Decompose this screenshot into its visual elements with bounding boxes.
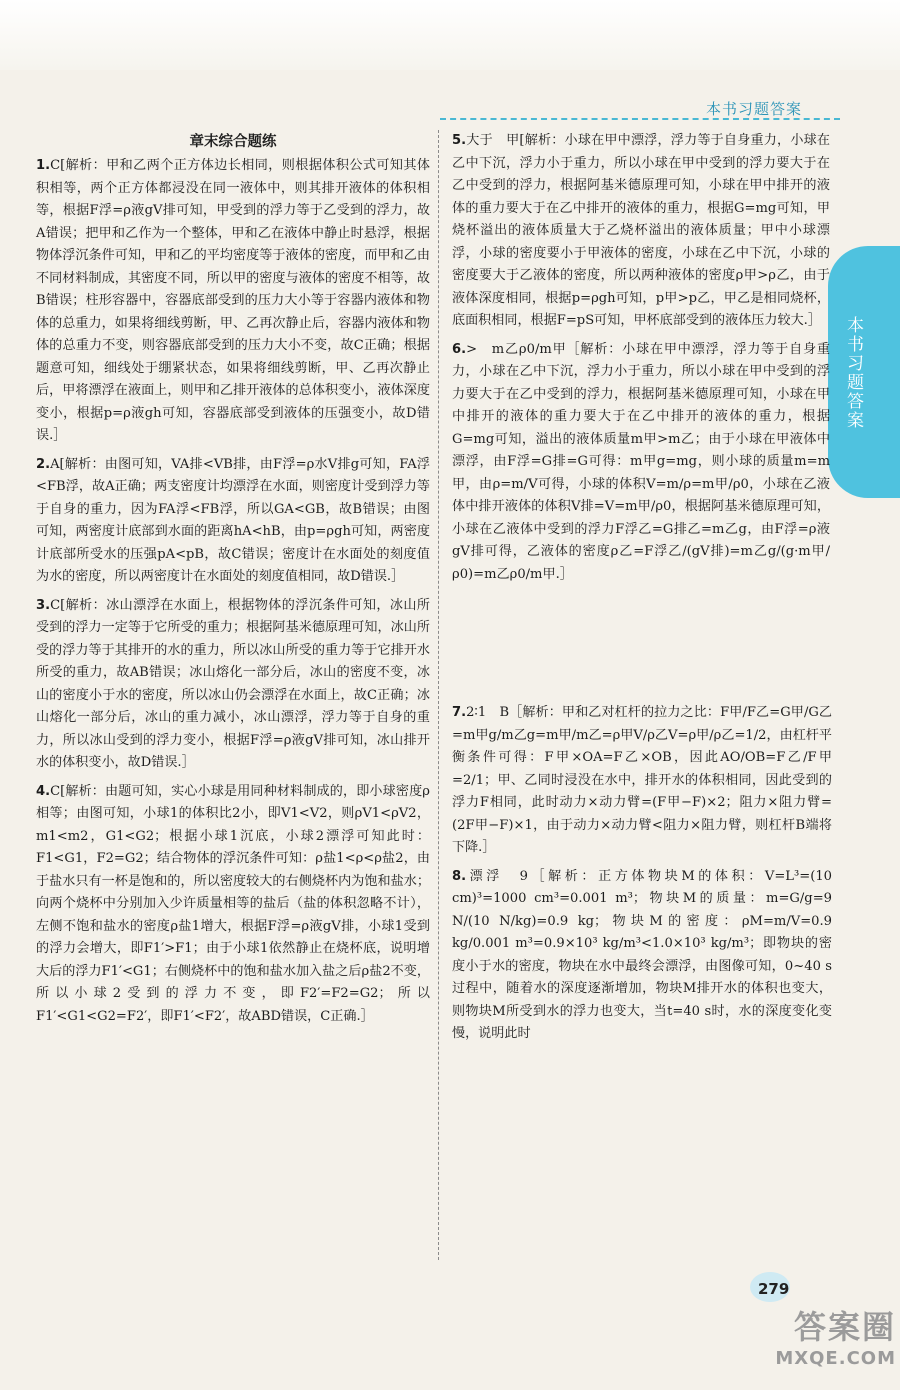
answer-item-3 [36,595,430,775]
header-divider [440,118,840,120]
answer-number: 1. [36,158,51,173]
header-title: 本书习题答案 [706,100,803,118]
answer-item-1 [36,155,430,448]
answer-item-2 [36,454,430,589]
answer-item-5 [452,130,830,333]
watermark [716,1302,896,1386]
answer-number: 7. [452,705,467,720]
right-column-lower [452,702,832,1046]
right-column-upper [452,130,830,586]
answer-number: 2. [36,456,51,472]
answer-item-6 [452,339,830,587]
answer-text: C[解析：冰山漂浮在水面上，根据物体的浮沉条件可知，冰山所受到的浮力一定等于它所受的重力；根据阿基米德原理可知，冰山所受的浮力等于其排开的水的重力，所以冰山所受的重力等于它排开水所受的重力，故AB错误；冰山熔化一部分后，冰山的密度不变，冰山的密度小于水的密度，所以冰山仍会漂浮在水面上，故C正确；冰山熔化一部分后，冰山的重力减小，冰山漂浮，浮力等于自身的重力，所以冰山受到的浮力变小，根据F浮=ρ液gV排可知，冰山排开水的体积变小，故D错误.］ [36,597,430,770]
answer-item-7 [452,702,832,860]
header-band [0,0,900,70]
answer-text: 大于 甲[解析：小球在甲中漂浮，浮力等于自身重力，小球在乙中下沉，浮力小于重力，所以小球在甲中受到的浮力要大于在乙中受到的浮力，根据阿基米德原理可知，小球在甲中排开的液体的重力要大于在乙中排开的液体的重力，根据G=mg可知，甲烧杯溢出的液体质量大于乙烧杯溢出的液体质量；甲中小球漂浮，小球的密度要小于甲液体的密度，小球在乙中下沉，小球的密度要大于乙液体的密度，所以两种液体的密度ρ甲>ρ乙，由于液体深度相同，根据p=ρgh可知，p甲>p乙，甲乙是相同烧杯，底面积相同，根据F=pS可知，甲杯底部受到的液体压力较大.］ [452,133,830,328]
side-tab-label: 本书习题答案 [843,316,863,430]
answer-text: A[解析：由图可知，VA排<VB排，由F浮=ρ水V排g可知，FA浮<FB浮，故A正确；两支密度计均漂浮在水面，则密度计受到浮力等于自身的重力，因为FA浮<FB浮，所以GA<GB，故B错误；由图可知，两密度计底部到水面的距离hA<hB，由p=ρgh可知，两密度计底部所受水的压强pA<pB，故C错误；密度计在水面处的刻度值为水的密度，所以两密度计在水面处的刻度值相同，故D错误.］ [36,456,430,584]
answer-number: 3. [36,597,51,613]
section-title: 章末综合题练 [189,134,277,150]
answer-text: C[解析：由题可知，实心小球是用同种材料制成的，即小球密度ρ相等；由图可知，小球1的体积比2小，即V1<V2，则ρV1<ρV2，m1<m2，G1<G2；根据小球1沉底，小球2漂浮可知此时：F1<G1，F2=G2；结合物体的浮沉条件可知：ρ盐1<ρ<ρ盐2，由于盐水只有一杯是饱和的，所以密度较大的右侧烧杯内为饱和盐水；向两个烧杯中分别加入少许质量相等的盐后（盐的体积忽略不计），左侧不饱和盐水的密度ρ盐1增大，根据F浮=ρ液gV排，小球1受到的浮力会增大，即F1′>F1；由于小球1依然静止在烧杯底，说明增大后的浮力F1′<G1；右侧烧杯中的饱和盐水加入盐之后ρ盐2不变，所以小球2受到的浮力不变，即F2′=F2=G2；所以F1′<G1<G2=F2′，即F1′<F2′，故ABD错误，C正确.］ [36,783,430,1024]
answer-item-8 [452,866,832,1046]
answer-text: 2∶1 B［解析：甲和乙对杠杆的拉力之比：F甲/F乙=G甲/G乙=m甲g/m乙g=m甲/m乙=ρ甲V/ρ乙V=ρ甲/ρ乙=1/2，由杠杆平衡条件可得：F甲×OA=F乙×OB，因此AO/OB=F乙/F甲=2/1；甲、乙同时浸没在水中，排开水的体积相同，因此受到的浮力F相同，此时动力×动力臂=(F甲−F)×2；阻力×阻力臂=(2F甲−F)×1，由于动力×动力臂<阻力×阻力臂，则杠杆B端将下降.］ [452,705,832,855]
left-column [36,130,430,1028]
column-divider [438,130,439,1260]
answer-number: 5. [452,133,467,148]
page-number: 279 [758,1280,790,1298]
answer-text: > m乙ρ0/m甲［解析：小球在甲中漂浮，浮力等于自身重力，小球在乙中下沉，浮力小于重力，所以小球在甲中受到的浮力要大于在乙中受到的浮力，根据阿基米德原理可知，小球在甲中排开的液体的重力要大于在乙中排开的液体的重力，根据G=mg可知，溢出的液体质量m甲>m乙；由于小球在甲液体中漂浮，由F浮=G排=G可得：m甲g=mg，则小球的质量m=m甲，由ρ=m/V可得，小球的体积V=m/ρ=m甲/ρ0，小球在乙液体中排开液体的体积V排=V=m甲/ρ0，根据阿基米德原理可知，小球在乙液体中受到的浮力F浮乙=G排乙=m乙g，由F浮=ρ液gV排可得，乙液体的密度ρ乙=F浮乙/(gV排)=m乙g/(g·m甲/ρ0)=m乙ρ0/m甲.］ [452,341,830,582]
answer-number: 6. [452,341,467,357]
answer-text: 漂浮 9［解析：正方体物块M的体积：V=L³=(10 cm)³=1000 cm³=0.001 m³；物块M的质量：m=G/g=9 N/(10 N/kg)=0.9 kg；物块M的密度：ρM=m/V=0.9 kg/0.001 m³=0.9×10³ kg/m³<1.0×10³ kg/m³；即物块的密度小于水的密度，物块在水中最终会漂浮，由图像可知，0~40 s过程中，随着水的深度逐渐增加，物块M排开水的体积也变大，则物块M所受到水的浮力也变大，当t=40 s时，水的深度变化变慢，说明此时 [452,868,832,1041]
watermark-title: 答案圈 [793,1308,896,1346]
answer-number: 8. [452,868,467,884]
answer-text: C[解析：甲和乙两个正方体边长相同，则根据体积公式可知其体积相等，两个正方体都浸没在同一液体中，则其排开液体的体积相等，根据F浮=ρ液gV排可知，甲受到的浮力等于乙受到的浮力，故A错误；把甲和乙作为一个整体，甲和乙在液体中静止时悬浮，根据物体浮沉条件可知，甲和乙的平均密度等于液体的密度，而甲和乙由不同材料制成，其密度不同，所以甲的密度与液体的密度不相等，故B错误；柱形容器中，容器底部受到的压力大小等于容器内液体和物体的总重力，如果将细线剪断，甲、乙再次静止后，容器内液体和物体的总重力不变，则容器底部受到的压力大小不变，故C正确；根据题意可知，细线处于绷紧状态，如果将细线剪断，甲、乙再次静止后，甲将漂浮在液面上，则甲和乙排开液体的总体积变小，液体深度变小，根据p=ρ液gh可知，容器底部受到液体的压强变小，故D错误.］ [36,158,430,443]
answer-item-4 [36,781,430,1029]
watermark-url: MXQE.COM [775,1348,896,1369]
answer-number: 4. [36,783,51,799]
